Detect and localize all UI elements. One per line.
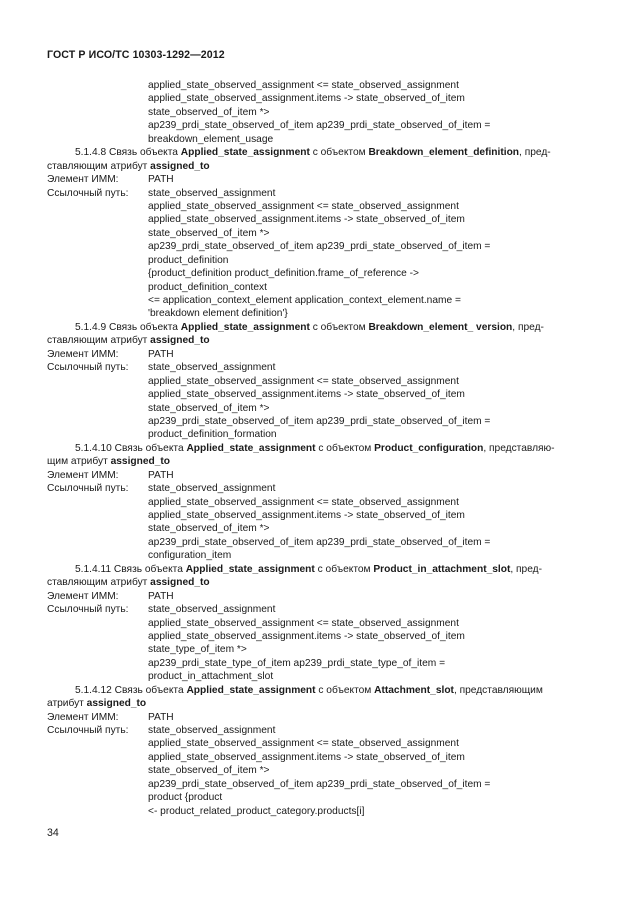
mapping-label: Ссылочный путь: bbox=[47, 483, 129, 495]
mapping-label: Элемент ИММ: bbox=[47, 348, 119, 360]
text-run: с объектом bbox=[315, 684, 375, 696]
reference-path-line: ap239_prdi_state_observed_of_item ap239_prdi_state_observed_of_item = bbox=[148, 778, 491, 790]
mapping-label: Ссылочный путь: bbox=[47, 362, 129, 374]
reference-path-line: ap239_prdi_state_observed_of_item ap239_prdi_state_observed_of_item = bbox=[148, 241, 491, 253]
section-heading-line bbox=[47, 563, 587, 576]
mapping-label: Ссылочный путь: bbox=[47, 604, 129, 616]
text-run: щим атрибут bbox=[47, 456, 111, 468]
section-heading-continuation bbox=[47, 576, 587, 589]
section-heading-line bbox=[47, 684, 587, 697]
reference-path-line: product_definition bbox=[148, 254, 229, 266]
text-run: ставляющим атрибут bbox=[47, 577, 151, 589]
section-heading-continuation bbox=[47, 697, 587, 710]
text-run: 5.1.4.10 Связь объекта bbox=[75, 442, 187, 454]
mapping-value: PATH bbox=[148, 711, 174, 723]
reference-path-line: applied_state_observed_assignment <= state_observed_assignment bbox=[148, 200, 459, 212]
reference-path-line: applied_state_observed_assignment <= state_observed_assignment bbox=[148, 496, 459, 508]
mapping-row bbox=[47, 711, 587, 724]
text-run: ставляющим атрибут bbox=[47, 160, 151, 172]
mapping-label: Ссылочный путь: bbox=[47, 725, 129, 736]
text-run: 5.1.4.11 Связь объекта bbox=[75, 563, 186, 575]
text-run: , пред- bbox=[510, 563, 542, 575]
mapping-value: PATH bbox=[148, 348, 174, 360]
section-heading-line bbox=[47, 321, 587, 334]
reference-path-line: ap239_prdi_state_observed_of_item ap239_prdi_state_observed_of_item = bbox=[148, 120, 491, 132]
reference-path-line: state_observed_of_item *> bbox=[148, 523, 270, 535]
mapping-row bbox=[47, 590, 587, 603]
bold-term: Breakdown_element_ version bbox=[368, 321, 513, 333]
reference-path-line: ap239_prdi_state_type_of_item ap239_prdi_state_type_of_item = bbox=[148, 657, 446, 669]
reference-path-line: ap239_prdi_state_observed_of_item ap239_prdi_state_observed_of_item = bbox=[148, 536, 491, 548]
reference-path-line: applied_state_observed_assignment.items -> state_observed_of_item bbox=[148, 93, 465, 105]
mapping-label: Ссылочный путь: bbox=[47, 187, 129, 199]
reference-path-line: applied_state_observed_assignment <= state_observed_assignment bbox=[148, 617, 459, 629]
mapping-value: state_observed_assignment bbox=[148, 725, 276, 736]
mapping-value: state_observed_assignment bbox=[148, 187, 276, 199]
section-heading-line bbox=[47, 442, 587, 455]
bold-term: assigned_to bbox=[110, 456, 171, 468]
reference-path-line: applied_state_observed_assignment <= state_observed_assignment bbox=[148, 375, 459, 387]
mapping-label: Элемент ИММ: bbox=[47, 469, 119, 481]
section-heading-line bbox=[47, 146, 587, 159]
bold-term: assigned_to bbox=[86, 698, 147, 710]
mapping-row bbox=[47, 469, 587, 482]
text-run: ставляющим атрибут bbox=[47, 335, 151, 347]
text-run: 5.1.4.9 Связь объекта bbox=[75, 321, 181, 333]
section-heading-continuation bbox=[47, 334, 587, 347]
reference-path-line: product_definition_formation bbox=[148, 429, 277, 441]
mapping-label: Элемент ИММ: bbox=[47, 590, 119, 602]
page-header: ГОСТ Р ИСО/ТС 10303-1292—2012 bbox=[47, 49, 225, 61]
reference-path-line: <= application_context_element application_context_element.name = bbox=[148, 295, 461, 306]
bold-term: Attachment_slot bbox=[374, 684, 454, 696]
mapping-row bbox=[47, 361, 587, 374]
bold-term: Product_configuration bbox=[374, 442, 484, 454]
reference-path-line: product {product bbox=[148, 792, 223, 804]
mapping-row bbox=[47, 603, 587, 616]
reference-path-line: product_definition_context bbox=[148, 281, 267, 293]
text-run: , представляющим bbox=[453, 684, 543, 696]
reference-path-line: applied_state_observed_assignment.items -> state_observed_of_item bbox=[148, 751, 465, 763]
reference-path-line: applied_state_observed_assignment.items -> state_observed_of_item bbox=[148, 214, 465, 226]
text-run: атрибут bbox=[47, 698, 87, 710]
bold-term: Breakdown_element_definition bbox=[368, 147, 520, 159]
mapping-label: Элемент ИММ: bbox=[47, 711, 119, 723]
text-run: с объектом bbox=[315, 442, 375, 454]
text-run: 5.1.4.8 Связь объекта bbox=[75, 147, 181, 159]
section-heading-continuation bbox=[47, 455, 587, 468]
reference-path-line: <- product_related_product_category.products[i] bbox=[148, 805, 365, 817]
reference-path-line: applied_state_observed_assignment.items -> state_observed_of_item bbox=[148, 389, 465, 401]
mapping-row bbox=[47, 173, 587, 186]
text-run: , пред- bbox=[512, 321, 544, 333]
text-run: с объектом bbox=[309, 321, 369, 333]
reference-path-line: product_in_attachment_slot bbox=[148, 671, 274, 683]
text-run: с объектом bbox=[309, 147, 369, 159]
reference-path-line: state_observed_of_item *> bbox=[148, 402, 270, 414]
text-run: , пред- bbox=[519, 147, 551, 159]
bold-term: Applied_state_assignment bbox=[186, 442, 316, 454]
mapping-value: PATH bbox=[148, 590, 174, 602]
bold-term: Applied_state_assignment bbox=[186, 684, 316, 696]
mapping-value: state_observed_assignment bbox=[148, 483, 276, 495]
reference-path-line: applied_state_observed_assignment.items -> state_observed_of_item bbox=[148, 630, 465, 642]
mapping-row bbox=[47, 724, 587, 737]
reference-path-line: state_observed_of_item *> bbox=[148, 765, 270, 777]
bold-term: Applied_state_assignment bbox=[185, 563, 315, 575]
document-body bbox=[47, 79, 587, 818]
bold-term: Applied_state_assignment bbox=[180, 147, 310, 159]
reference-path-line: applied_state_observed_assignment <= state_observed_assignment bbox=[148, 80, 459, 91]
mapping-row bbox=[47, 187, 587, 200]
bold-term: assigned_to bbox=[150, 335, 210, 347]
text-run: 5.1.4.12 Связь объекта bbox=[75, 684, 187, 696]
mapping-row bbox=[47, 348, 587, 361]
bold-term: assigned_to bbox=[150, 160, 210, 172]
bold-term: Applied_state_assignment bbox=[180, 321, 310, 333]
reference-path-line: 'breakdown element definition'} bbox=[148, 308, 288, 320]
page-number: 34 bbox=[47, 827, 59, 839]
text-run: , представляю- bbox=[483, 442, 555, 454]
mapping-value: state_observed_assignment bbox=[148, 362, 276, 374]
reference-path-line: state_observed_of_item *> bbox=[148, 106, 270, 118]
reference-path-line: applied_state_observed_assignment.items -> state_observed_of_item bbox=[148, 510, 465, 521]
reference-path-line: breakdown_element_usage bbox=[148, 133, 274, 145]
reference-path-line: state_type_of_item *> bbox=[148, 644, 247, 656]
reference-path-line: ap239_prdi_state_observed_of_item ap239_prdi_state_observed_of_item = bbox=[148, 415, 491, 427]
mapping-label: Элемент ИММ: bbox=[47, 174, 119, 186]
reference-path-line: {product_definition product_definition.frame_of_reference -> bbox=[148, 268, 419, 280]
bold-term: assigned_to bbox=[150, 577, 210, 589]
text-run: с объектом bbox=[314, 563, 374, 575]
mapping-row bbox=[47, 482, 587, 495]
reference-path-line: configuration_item bbox=[148, 550, 232, 562]
reference-path-line: state_observed_of_item *> bbox=[148, 227, 270, 239]
reference-path-line: applied_state_observed_assignment <= state_observed_assignment bbox=[148, 738, 459, 750]
bold-term: Product_in_attachment_slot bbox=[373, 563, 511, 575]
mapping-value: state_observed_assignment bbox=[148, 604, 276, 616]
section-heading-continuation bbox=[47, 160, 587, 173]
mapping-value: PATH bbox=[148, 174, 174, 186]
mapping-value: PATH bbox=[148, 469, 174, 481]
